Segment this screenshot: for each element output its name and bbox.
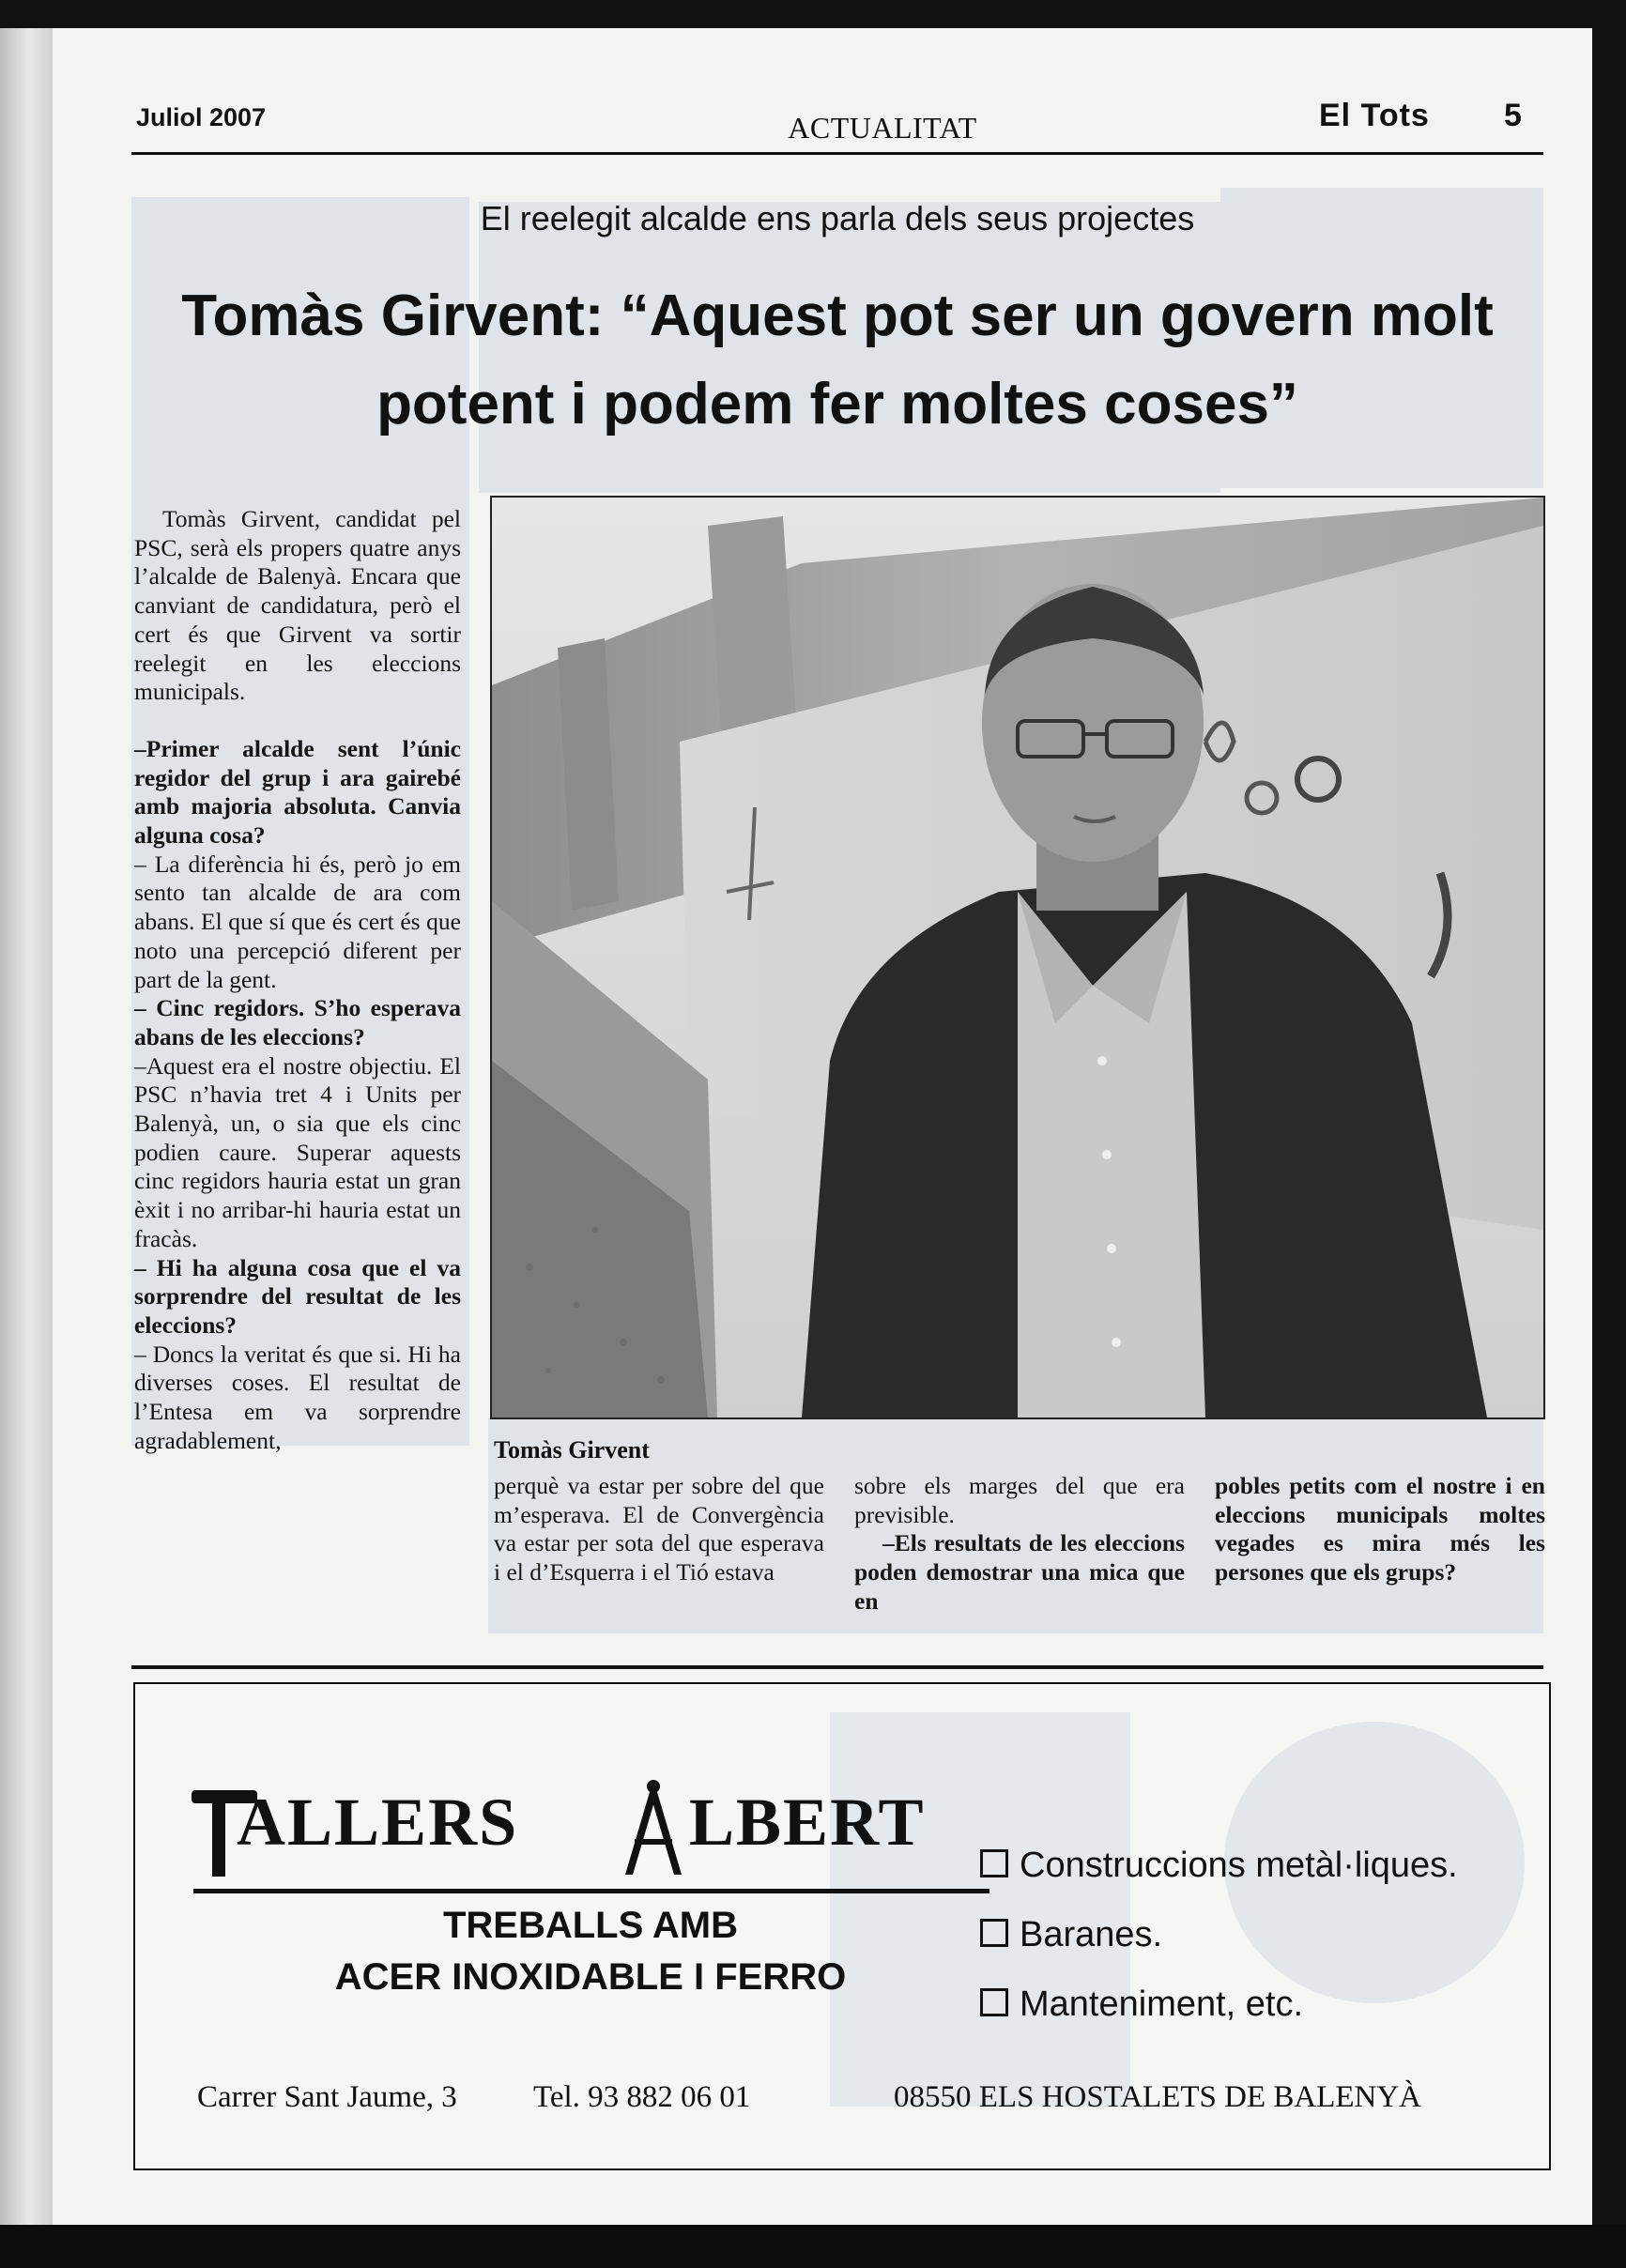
article-intro: Tomàs Girvent, candidat pel PSC, serà els propers quatre anys l’alcalde de Balenyà. Encara que canviant de candidatura, però el cert és que Girvent va sortir reelegit en les eleccions municipals. xyxy=(134,505,461,706)
header-rule xyxy=(131,152,1543,155)
question-4: –Els resultats de les eleccions poden demostrar una mica que en xyxy=(854,1529,1185,1615)
magazine-name: El Tots xyxy=(1319,98,1430,133)
service-item: Manteniment, etc. xyxy=(980,1984,1303,2025)
answer-3: – Doncs la veritat és que si. Hi ha diverses coses. El resultat de l’Entesa em va sorprendre agradablement, xyxy=(134,1340,461,1454)
issue-date: Juliol 2007 xyxy=(136,103,267,131)
article-column-3 xyxy=(854,1472,1185,1617)
ad-town: 08550 ELS HOSTALETS DE BALENYÀ xyxy=(894,2080,1421,2114)
ad-phone: Tel. 93 882 06 01 xyxy=(533,2080,751,2114)
answer-1: – La diferència hi és, però jo em sento tan alcalde de ara com abans. El que sí que és cert és que noto una percepció diferent per part de la gent. xyxy=(134,850,461,993)
question-4-continued: pobles petits com el nostre i en eleccions municipals moltes vegades es mira més les persones que els grups? xyxy=(1215,1472,1545,1586)
checkbox-icon xyxy=(980,1849,1008,1877)
page-number: 5 xyxy=(1504,98,1522,133)
logo-wordmark xyxy=(136,1684,137,1685)
column-2-text: perquè va estar per sobre del que m’esperava. El de Convergència va estar per sota del que esperava i el d’Esquerra i el Tió estava xyxy=(494,1472,824,1586)
answer-2: –Aquest era el nostre objectiu. El PSC n’havia tret 4 i Units per Balenyà, un, o sia que els cinc podien caure. Superar aquests cinc regidors hauria estat un gran èxit i no arribar-hi hauria estat un fracàs. xyxy=(134,1051,461,1252)
advertisement-tallers-albert xyxy=(133,1682,1551,2170)
article-column-2 xyxy=(494,1472,824,1587)
portrait-photo xyxy=(490,496,1545,1419)
service-item: Baranes. xyxy=(980,1915,1162,1955)
article-headline: Tomàs Girvent: “Aquest pot ser un govern molt potent i podem fer moltes coses” xyxy=(181,284,1494,437)
ad-separator-rule xyxy=(131,1665,1543,1669)
section-title: ACTUALITAT xyxy=(788,111,977,145)
scan-edge xyxy=(0,2225,1626,2268)
question-2: – Cinc regidors. S’ho esperava abans de les eleccions? xyxy=(134,994,461,1050)
logo-underline xyxy=(193,1889,989,1893)
ad-address: Carrer Sant Jaume, 3 xyxy=(197,2080,457,2114)
checkbox-icon xyxy=(980,1988,1008,2016)
ad-tagline-2: ACER INOXIDABLE I FERRO xyxy=(334,1956,847,1998)
column-3-text: sobre els marges del que era previsible. xyxy=(854,1472,1185,1528)
checkbox-icon xyxy=(980,1919,1008,1947)
service-item: Construccions metàl·liques. xyxy=(980,1846,1458,1886)
logo-letters-1: ALLERS xyxy=(237,1785,519,1860)
question-3: – Hi ha alguna cosa que el va sorprendre del resultat de les eleccions? xyxy=(134,1253,461,1339)
article-subheading: El reelegit alcalde ens parla dels seus projectes xyxy=(480,199,1195,238)
question-1: –Primer alcalde sent l’únic regidor del grup i ara gairebé amb majoria absoluta. Canvia alguna cosa? xyxy=(134,734,461,850)
ad-tagline-1: TREBALLS AMB xyxy=(442,1905,739,1946)
photo-caption: Tomàs Girvent xyxy=(494,1436,650,1463)
logo-letters-2: LBERT xyxy=(689,1785,926,1860)
page-binding xyxy=(0,28,53,2225)
article-column-4 xyxy=(1215,1472,1545,1587)
article-column-1 xyxy=(134,505,461,1456)
portrait-illustration xyxy=(492,498,1543,1418)
